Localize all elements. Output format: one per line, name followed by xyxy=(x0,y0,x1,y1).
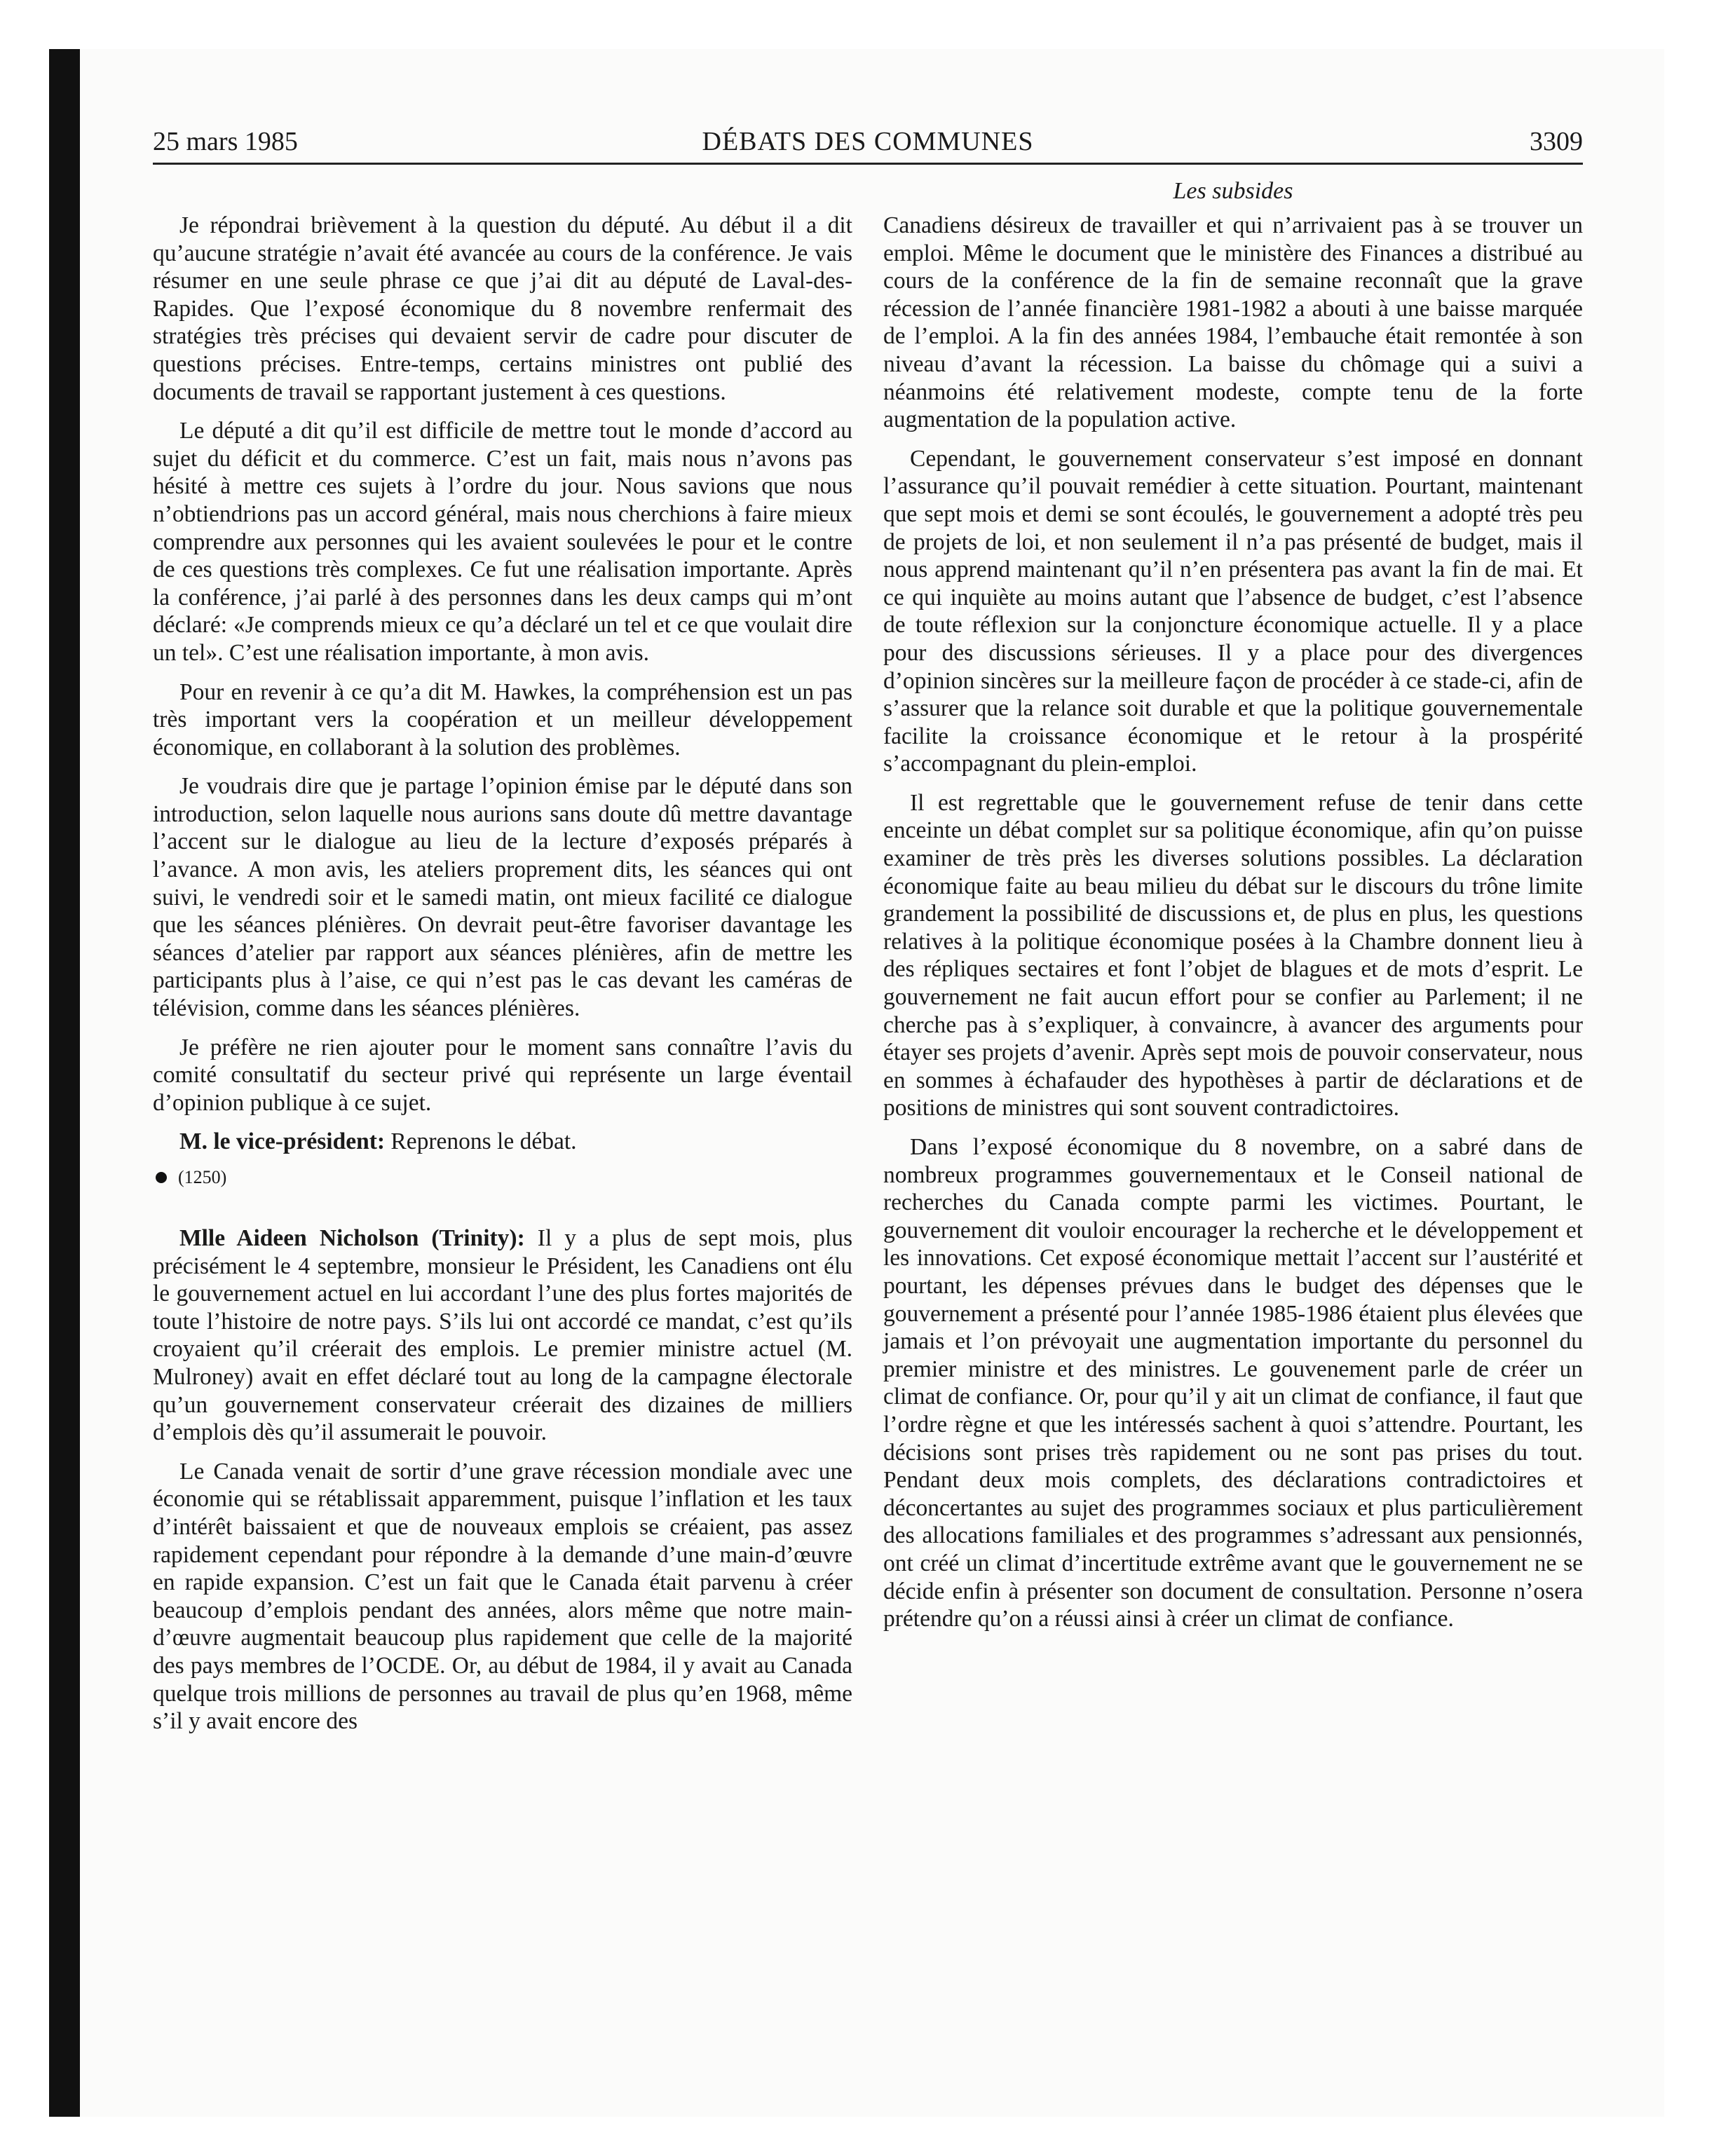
paragraph: Le député a dit qu’il est difficile de mettre tout le monde d’accord au sujet du déficit et du commerce. C’est un fait, mais nous n’avons pas hésité à mettre ces sujets à l’ordre du jour. Nous savions que nous n’obtiendrions pas un accord général, mais nous cherchions à faire mieux comprendre aux personnes qui les avaient soulevées le pour et le contre de ces questions très complexes. Ce fut une réalisation importante. Après la conférence, j’ai parlé à des personnes dans les deux camps qui m’ont déclaré: «Je comprends mieux ce qu’a déclaré un tel et ce que voulait dire un tel». C’est une réalisation importante, à mon avis. xyxy=(153,418,852,666)
speech-text: Il y a plus de sept mois, plus précisément le 4 septembre, monsieur le Président, les Canadiens ont élu le gouvernement actuel en lui accordant l’une des plus fortes majorités de toute l’histoire de notre pays. S’ils lui ont accordé ce mandat, c’est qu’ils croyaient qu’il créerait des emplois. Le premier ministre actuel (M. Mulroney) avait en effet déclaré tout au long de la campagne électorale qu’un gouvernement conservateur créerait des dizaines de milliers d’emplois dès qu’il assumerait le pouvoir. xyxy=(153,1225,852,1446)
speaker-name: M. le vice-président: xyxy=(179,1128,386,1155)
paragraph: Dans l’exposé économique du 8 novembre, on a sabré dans de nombreux programmes gouvernementaux et le Conseil national de recherches du Canada compte parmi les victimes. Pourtant, le gouvernement dit vouloir encourager la recherche et le développement et les innovations. Cet exposé économique mettait l’accent sur l’austérité et pourtant, les dépenses prévues dans le budget des dépenses que le gouvernement a présenté pour l’année 1985-1986 étaient plus élevées que jamais et l’on prévoyait une augmentation importante du personnel du premier ministre et des ministres. Le gouvenement parle de créer un climat de confiance. Or, pour qu’il y ait un climat de confiance, il faut que l’ordre règne et que les intéressés sachent à quoi s’attendre. Pourtant, les décisions sont prises très rapidement ou ne sont pas prises du tout. Pendant deux mois complets, des déclarations contradictoires et déconcertantes au sujet des programmes sociaux et plus particulièrement des allocations familiales et des programmes s’adressant aux pensionnés, ont créé un climat d’incertitude extrême avant que le gouvernement ne se décide enfin à présenter son document de consultation. Personne n’osera prétendre qu’on a réussi ainsi à créer un climat de confiance. xyxy=(883,1134,1583,1632)
timestamp-text: (1250) xyxy=(178,1167,227,1187)
header-page-number: 3309 xyxy=(1530,127,1583,156)
paragraph: Je préfère ne rien ajouter pour le moment sans connaître l’avis du comité consultatif du secteur privé qui représente un large éventail d’opinion publique à ce sujet. xyxy=(153,1034,852,1116)
page-header xyxy=(153,126,1583,161)
paragraph-speaker-turn xyxy=(153,1128,852,1156)
scan-border xyxy=(49,49,80,2117)
paragraph: Il est regrettable que le gouvernement refuse de tenir dans cette enceinte un débat complet sur sa politique économique, afin qu’on puisse examiner de très près les diverses solutions possibles. La déclaration économique faite au beau milieu du débat sur le discours du trône limite grandement la possibilité de discussions et, de plus en plus, les questions relatives à la politique économique posées à la Chambre donnent lieu à des répliques sectaires et font l’objet de blagues et de mots d’esprit. Le gouvernement ne fait aucun effort pour se confier au Parlement; il ne cherche pas à s’expliquer, à convaincre, à avancer des arguments pour étayer ses projets d’avenir. Après sept mois de pouvoir conservateur, nous en sommes à échafauder des hypothèses à partir de déclarations et de positions de ministres qui sont souvent contradictoires. xyxy=(883,789,1583,1121)
paragraph: Cependant, le gouvernement conservateur s’est imposé en donnant l’assurance qu’il pouvait remédier à cette situation. Pourtant, maintenant que sept mois et demi se sont écoulés, le gouvernement a adopté très peu de projets de loi, et non seulement il n’a pas présenté de budget, mais il nous apprend maintenant qu’il n’en présentera pas avant la fin de mai. Et ce qui inquiète au moins autant que l’absence de budget, c’est l’absence de toute réflexion sur la conjoncture économique actuelle. Il y a place pour des discussions sérieuses. Il y a place pour des divergences d’opinion sincères sur la meilleure façon de procéder à ce stade-ci, afin de s’assurer que la relance soit durable et que la politique gouvernementale facilite la croissance économique et le retour à la prospérité s’accompagnant du plein-emploi. xyxy=(883,445,1583,777)
bullet-icon xyxy=(156,1172,167,1183)
paragraph-continued: Canadiens désireux de travailler et qui n’arrivaient pas à se trouver un emploi. Même le document que le ministère des Finances a distribué au cours de la conférence de la fin de semaine reconnaît que la grave récession de l’année financière 1981-1982 a abouti à une baisse marquée de l’emploi. A la fin des années 1984, l’embauche était remontée à son niveau d’avant la récession. La baisse du chômage qui a suivi a néanmoins été relativement modeste, compte tenu de la forte augmentation de la population active. xyxy=(883,212,1583,433)
paragraph: Je répondrai brièvement à la question du député. Au début il a dit qu’aucune stratégie n’avait été avancée au cours de la conférence. Je vais résumer en une seule phrase ce que j’ai dit au député de Laval-des-Rapides. Que l’exposé économique du 8 novembre renfermait des stratégies très précises qui devaient servir de cadre pour discuter de questions précises. Entre-temps, certains ministres ont publié des documents de travail se rapportant justement à ces questions. xyxy=(153,212,852,405)
header-title: DÉBATS DES COMMUNES xyxy=(702,127,1034,156)
left-column xyxy=(153,212,852,1747)
speaker-name: Mlle Aideen Nicholson (Trinity): xyxy=(179,1225,525,1251)
right-column xyxy=(883,212,1583,1644)
header-rule xyxy=(153,163,1583,165)
running-head: Les subsides xyxy=(1173,178,1293,204)
header-date: 25 mars 1985 xyxy=(153,127,298,156)
paragraph: Je voudrais dire que je partage l’opinion émise par le député dans son introduction, selon laquelle nous aurions sans doute dû mettre davantage l’accent sur le dialogue au lieu de la lecture d’exposés préparés à l’avance. A mon avis, les ateliers proprement dits, les séances qui ont suivi, le vendredi soir et le samedi matin, ont mieux facilité ce dialogue que les séances plénières. On devrait peut-être favoriser davantage les séances d’atelier par rapport aux séances plénières, afin de mettre les participants plus à l’aise, ce qui n’est pas le cas devant les caméras de télévision, comme dans les séances plénières. xyxy=(153,773,852,1022)
speech-text: Reprenons le débat. xyxy=(385,1128,577,1155)
paragraph: Le Canada venait de sortir d’une grave récession mondiale avec une économie qui se rétablissait apparemment, puisque l’inflation et les taux d’intérêt baissaient et que de nouveaux emplois se créaient, pas assez rapidement cependant pour répondre à la demande d’une main-d’œuvre en rapide expansion. C’est un fait que le Canada était parvenu à créer beaucoup d’emplois pendant des années, alors même que notre main-d’œuvre augmentait beaucoup plus rapidement que celle de la majorité des pays membres de l’OCDE. Or, au début de 1984, il y avait au Canada quelque trois millions de personnes au travail de plus qu’en 1968, même s’il y avait encore des xyxy=(153,1458,852,1735)
paragraph-speaker-turn xyxy=(153,1224,852,1447)
paragraph: Pour en revenir à ce qu’a dit M. Hawkes, la compréhension est un pas très important vers la coopération et un meilleur développement économique, en collaborant à la solution des problèmes. xyxy=(153,678,852,760)
timestamp-marker xyxy=(153,1167,852,1188)
